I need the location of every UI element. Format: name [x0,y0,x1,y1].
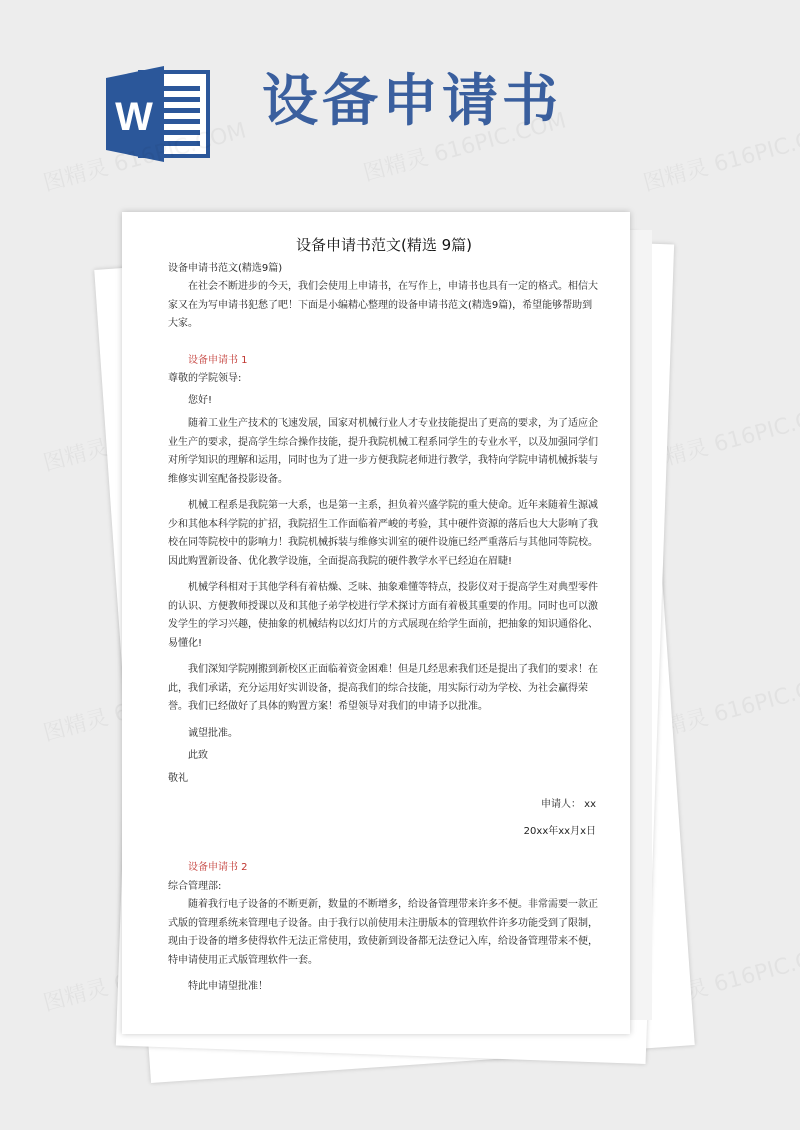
closing-salutation: 此致 [188,750,208,762]
body-paragraph: 随着我行电子设备的不断更新，数量的不断增多，给设备管理带来许多不便。非常需要一款正式版的管理系统来管理电子设备。由于我行以前使用未注册版本的管理软件许多功能受到了限制，现由于设备的增多使得软件无法正常使用，致使新到设备都无法登记入库，给设备管理带来不便，特申请使用正式版管理软件一套。 [168,899,598,966]
body-paragraph: 机械工程系是我院第一大系，也是第一主系，担负着兴盛学院的重大使命。近年来随着生源减少和其他本科学院的扩招，我院招生工作面临着严峻的考验，其中硬件资源的落后也大大影响了我校在同等院校中的影响力！我院机械拆装与维修实训室的硬件设施已经严重落后与其他同等院校。因此购置新设备、优化教学设施，全面提高我院的硬件教学水平已经迫在眉睫! [168,500,598,567]
document-title: 设备申请书范文(精选 9篇) [295,236,473,254]
body-paragraph: 我们深知学院刚搬到新校区正面临着资金困难！但是几经思索我们还是提出了我们的要求！在此，我们承诺，充分运用好实训设备，提高我们的综合技能，用实际行动为学校、为社会赢得荣誉。我们已经做好了具体的购置方案！希望领导对我们的申请予以批准。 [168,664,598,713]
intro-paragraph: 在社会不断进步的今天，我们会使用上申请书，在写作上，申请书也具有一定的格式。相信大家又在为写申请书犯愁了吧！下面是小编精心整理的设备申请书范文(精选9篇)，希望能够帮助到大家。 [168,281,598,330]
closing-request: 诚望批准。 [188,727,238,739]
document-body [168,232,600,1001]
recipient: 综合管理部: [168,880,222,892]
section-heading: 设备申请书 2 [188,862,248,874]
header [0,0,800,200]
word-document-icon [106,66,212,162]
word-logo-letter: W [115,95,153,139]
page-title: 设备申请书 [262,69,562,134]
section-heading: 设备申请书 1 [188,354,248,366]
greeting: 您好! [188,394,213,406]
application-date: 20xx年xx月x日 [523,825,596,837]
closing-regards: 敬礼 [168,772,188,784]
body-paragraph: 随着工业生产技术的飞速发展，国家对机械行业人才专业技能提出了更高的要求，为了适应企业生产的要求，提高学生综合操作技能，提升我院机械工程系同学生的专业水平，以及加强同学们对所学知识的理解和运用，同时也为了进一步方便我院老师进行教学，我特向学院申请机械拆装与维修实训室配备投影设备。 [168,418,598,485]
recipient: 尊敬的学院领导: [168,373,242,385]
body-paragraph: 机械学科相对于其他学科有着枯燥、乏味、抽象难懂等特点，投影仪对于提高学生对典型零件的认识、方便教师授课以及和其他子弟学校进行学术探讨方面有着极其重要的作用。同时也可以激发学生的学习兴趣，使抽象的机械结构以幻灯片的方式展现在给学生面前，把抽象的知识通俗化、易懂化! [168,582,598,649]
applicant-signature: 申请人： xx [540,799,596,811]
closing-request: 特此申请望批准！ [188,981,268,993]
document-subtitle: 设备申请书范文(精选9篇) [168,262,283,274]
